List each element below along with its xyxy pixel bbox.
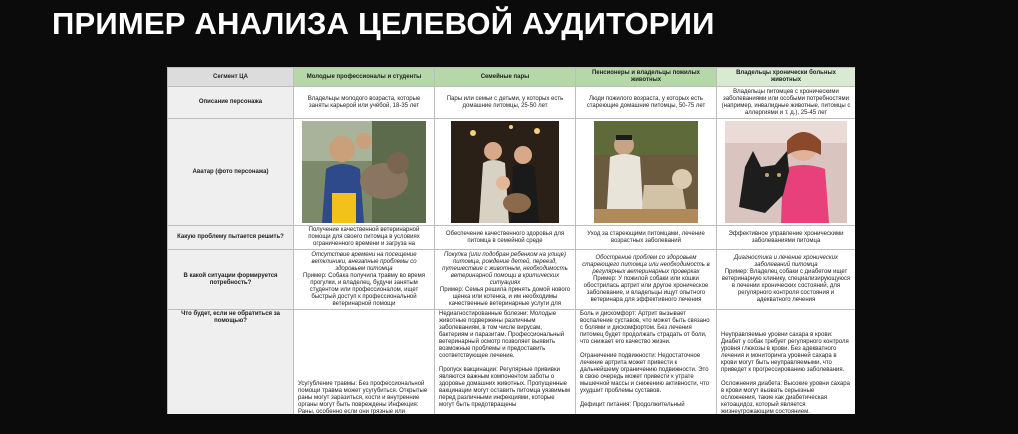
persona-cell: Люди пожилого возраста, у которых есть стареющие домашние питомцы, 50-75 лет <box>576 87 717 119</box>
avatar-photo-woman-dog <box>725 121 847 223</box>
persona-cell: Владельцы питомцев с хроническими заболеваниями или особыми потребностями (например, инвалидные животные, питомцы с аллергиями и т. д.), 25-45 лет <box>717 87 856 119</box>
avatar-photo-young-man-dog <box>302 121 426 223</box>
spreadsheet-grid <box>167 67 855 414</box>
situation-cell <box>576 250 717 310</box>
situation-example: Пример: Собака получила травму во время прогулки, и владелец, будучи занятым студентом или профессионалом, ищет быстрый доступ к профессиональной ветеринарной помощи <box>303 272 425 307</box>
persona-cell: Пары или семьи с детьми, у которых есть домашние питомцы, 25-50 лет <box>435 87 576 119</box>
avatar-cell <box>435 119 576 226</box>
situation-row <box>168 250 856 310</box>
problem-cell: Получение качественной ветеринарной помощи для своего питомца в условиях ограниченного времени и загруза на <box>294 226 435 250</box>
segment-young-professionals: Молодые профессионалы и студенты <box>294 68 435 87</box>
row-label-persona: Описание персонажа <box>168 87 294 119</box>
audience-table <box>167 67 855 414</box>
situation-example: Пример: У пожилой собаки или кошки обострилась артрит или другое хроническое заболевание, и владельцы ищут опытного ветеринара для эффективного лечения <box>583 276 709 303</box>
problem-cell: Уход за стареющими питомцами, лечение возрастных заболеваний <box>576 226 717 250</box>
problem-cell: Эффективное управление хроническими заболеваниями питомца <box>717 226 856 250</box>
row-label-avatar: Аватар (фото персонажа) <box>168 119 294 226</box>
problem-row <box>168 226 856 250</box>
avatar-cell <box>576 119 717 226</box>
segment-families: Семейные пары <box>435 68 576 87</box>
situation-trigger: Отсутствие времени на посещение ветклиники, внезапные проблемы со здоровьем питомца <box>311 251 417 272</box>
avatar-cell <box>294 119 435 226</box>
segment-chronic-owners: Владельцы хронически больных животных <box>717 68 856 87</box>
situation-trigger: Покупка (или подобран ребенком на улице) питомца, рождение детей, переезд, путешествие с животным, необходимость ветеринарной помощи в критических ситуациях <box>442 251 568 286</box>
situation-cell <box>294 250 435 310</box>
page-title: ПРИМЕР АНАЛИЗА ЦЕЛЕВОЙ АУДИТОРИИ <box>52 6 715 41</box>
consequence-cell: Неуправляемые уровни сахара в крови: Диабет у собак требует регулярного контроля уровня глюкозы в крови. Без адекватного лечения и мониторинга уровней сахара в крови могут быть неуправляемыми, что приведет к прогрессированию заболевания. Осложнения диабета: Высокие уровни сахара в крови могут вызвать серьезные осложнения, такие как диабетическая кетоацидоз, который является жизнеугрожающим состоянием. <box>717 310 856 415</box>
situation-cell <box>717 250 856 310</box>
persona-row <box>168 87 856 119</box>
header-row <box>168 68 856 87</box>
consequence-cell: Боль и дискомфорт: Артрит вызывает воспаление суставов, что может быть связано с болями и дискомфортом. Без лечения питомец будет продолжать страдать от боли, что снижает его качество жизни. Ограничение подвижности: Недостаточное лечение артрита может привести к дальнейшему ограничению подвижности. Это в свою очередь может привести к утрате мышечной массы и снижению активности, что ухудшит проблемы суставов. Дефицит питания: Продолжительный <box>576 310 717 415</box>
row-label-problem: Какую проблему пытается решить? <box>168 226 294 250</box>
consequence-cell: Усугубление травмы: Без профессиональной помощи травма может усугубиться. Открытые раны могут заразиться, кости и внутренние органы могут быть повреждены Инфекция: Раны, особенно если они грязные или <box>294 310 435 415</box>
consequence-row <box>168 310 856 415</box>
avatar-photo-elderly-man-dog <box>594 121 698 223</box>
avatar-cell <box>717 119 856 226</box>
row-label-situation: В какой ситуации формируется потребность? <box>168 250 294 310</box>
situation-cell <box>435 250 576 310</box>
persona-cell: Владельцы молодого возраста, которые заняты карьерой или учёбой, 18-35 лет <box>294 87 435 119</box>
avatar-row <box>168 119 856 226</box>
segment-pensioners: Пенсионеры и владельцы пожилых животных <box>576 68 717 87</box>
consequence-cell: Недиагностированные болезни: Молодые животные подвержены различным заболеваниям, в том числе вирусам, бактериям и паразитам. Профессиональный ветеринарный осмотр позволяет выявить возможные проблемы и предоставить соответствующее лечение. Пропуск вакцинации: Регулярные прививки являются важным компонентом заботы о здоровье домашних животных. Пропущенные вакцинации могут оставить питомца уязвимым перед различными инфекциями, которые могут быть предотвращены <box>435 310 576 415</box>
situation-trigger: Обострение проблем со здоровьем стареющего питомца или необходимость в регулярных ветеринарных проверках <box>582 255 710 275</box>
row-label-consequence: Что будет, если не обратиться за помощью? <box>168 310 294 415</box>
problem-cell: Обеспечение качественного здоровья для питомца в семейной среде <box>435 226 576 250</box>
situation-example: Пример: Владелец собаки с диабетом ищет ветеринарную клинику, специализирующуюся в лечении хронических состояний, для регулярного контроля состояния и адекватного лечения <box>721 269 851 303</box>
situation-example: Пример: Семья решила принять домой нового щенка или котенка, и им необходимы качественные ветеринарные услуги для <box>439 286 571 307</box>
situation-trigger: Диагностика и лечение хронических заболеваний питомца <box>734 255 838 268</box>
segment-header: Сегмент ЦА <box>168 68 294 87</box>
avatar-photo-family-dog <box>451 121 559 223</box>
